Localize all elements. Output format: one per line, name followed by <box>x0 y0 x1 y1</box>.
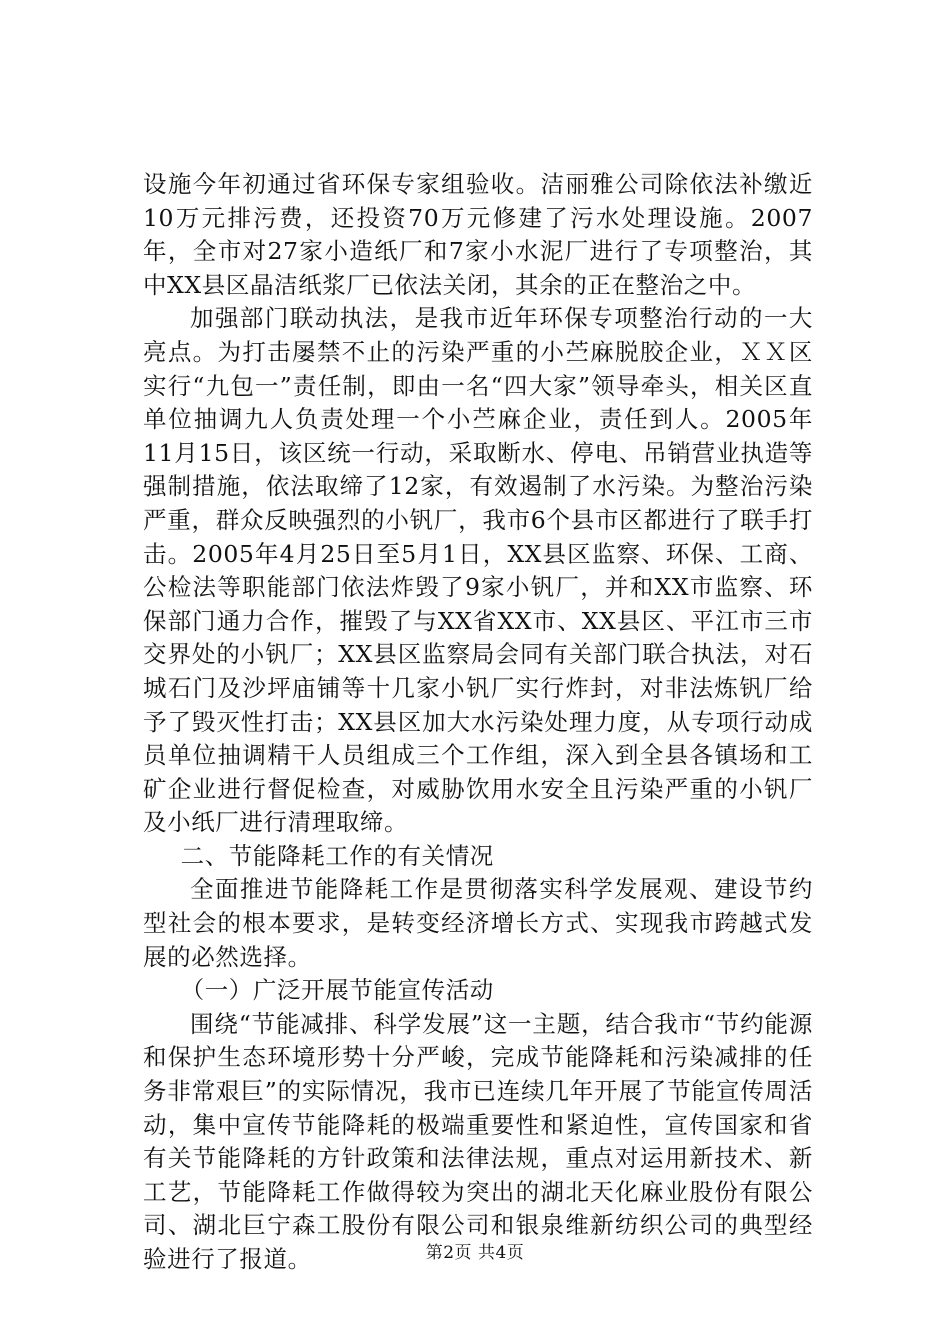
page-footer: 第2页 共4页 <box>425 1243 525 1263</box>
subsection-heading-publicity: （一）广泛开展节能宣传活动 <box>180 976 494 1005</box>
paragraph-joint-enforcement: 加强部门联动执法，是我市近年环保专项整治行动的一大亮点。为打击屡禁不止的污染严重的小苎麻脱胶企业，ＸＸ区实行“九包一”责任制，即由一名“四大家”领导牵头，相关区直单位抽调九人负责处理一个小苎麻企业，责任到人。2005年11月15日，该区统一行动，采取断水、停电、吊销营业执造等强制措施，依法取缔了12家，有效遏制了水污染。为整治污染严重，群众反映强烈的小钒厂，我市6个县市区都进行了联手打击。2005年4月25日至5月1日，XX县区监察、环保、工商、公检法等职能部门依法炸毁了9家小钒厂，并和XX市监察、环保部门通力合作，摧毁了与XX省XX市、XX县区、平江市三市交界处的小钒厂；XX县区监察局会同有关部门联合执法，对石城石门及沙坪庙铺等十几家小钒厂实行炸封，对非法炼钒厂给予了毁灭性打击；XX县区加大水污染处理力度，从专项行动成员单位抽调精干人员组成三个工作组，深入到全县各镇场和工矿企业进行督促检查，对威胁饮用水安全且污染严重的小钒厂及小纸厂进行清理取缔。 <box>143 304 813 837</box>
document-body <box>143 168 813 1277</box>
paragraph-publicity-activities: 围绕“节能减排、科学发展”这一主题，结合我市“节约能源和保护生态环境形势十分严峻，完成节能降耗和污染减排的任务非常艰巨”的实际情况，我市已连续几年开展了节能宣传周活动，集中宣传节能降耗的极端重要性和紧迫性，宣传国家和省有关节能降耗的方针政策和法律法规，重点对运用新技术、新工艺，节能降耗工作做得较为突出的湖北天化麻业股份有限公司、湖北巨宁森工股份有限公司和银泉维新纺织公司的典型经验进行了报道。 <box>143 1009 813 1273</box>
paragraph-continuation: 设施今年初通过省环保专家组验收。洁丽雅公司除依法补缴近10万元排污费，还投资70万元修建了污水处理设施。2007年，全市对27家小造纸厂和7家小水泥厂进行了专项整治，其中XX县区晶洁纸浆厂已依法关闭，其余的正在整治之中。 <box>143 170 813 299</box>
paragraph-energy-saving-intro: 全面推进节能降耗工作是贯彻落实科学发展观、建设节约型社会的根本要求，是转变经济增长方式、实现我市跨越式发展的必然选择。 <box>143 875 813 971</box>
section-heading-energy-saving: 二、节能降耗工作的有关情况 <box>180 841 494 870</box>
